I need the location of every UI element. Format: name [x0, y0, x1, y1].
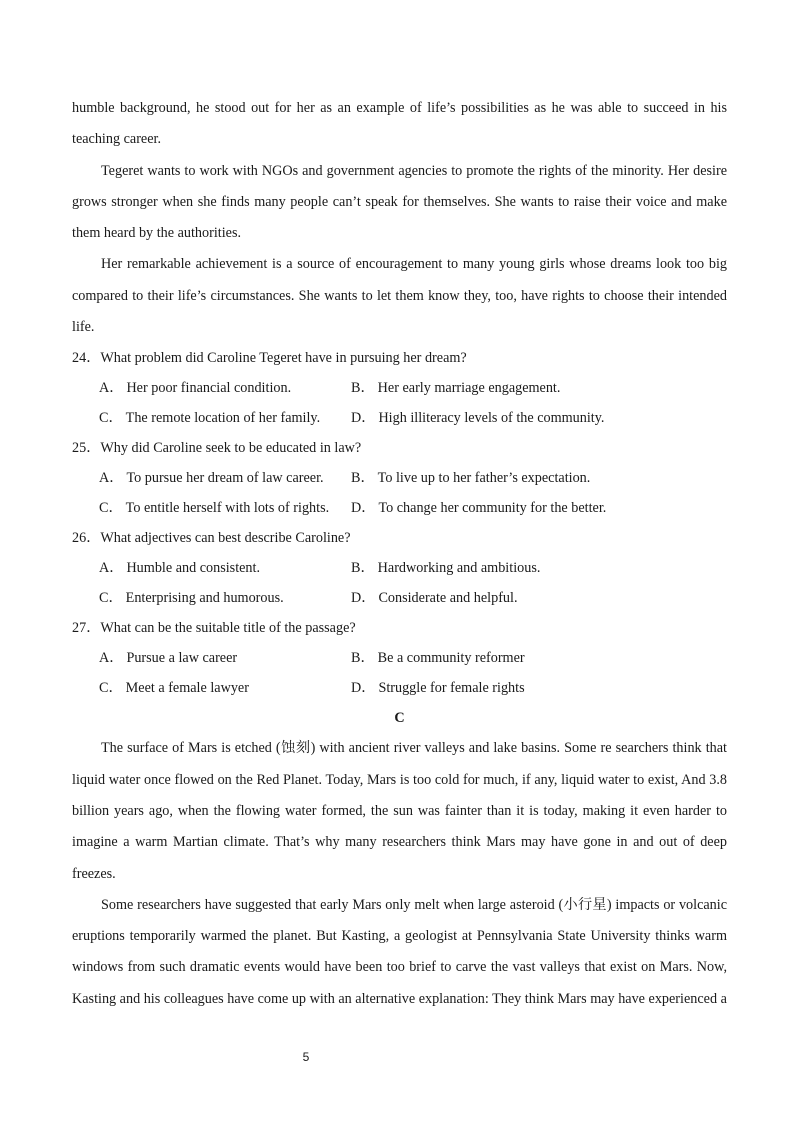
- passage-c: [72, 733, 727, 1015]
- question-24: [72, 343, 727, 433]
- options-row: [72, 673, 727, 703]
- options-row: [72, 403, 727, 433]
- options-row: [72, 583, 727, 613]
- options-row: [72, 643, 727, 673]
- options-row: [72, 553, 727, 583]
- question-stem: 25．Why did Caroline seek to be educated in law?: [72, 440, 362, 457]
- option-b[interactable]: B． Be a community reformer: [351, 650, 525, 667]
- option-d[interactable]: D． Struggle for female rights: [351, 680, 525, 697]
- option-c[interactable]: C． Enterprising and humorous.: [99, 590, 284, 607]
- options-row: [72, 463, 727, 493]
- option-d[interactable]: D． To change her community for the better.: [351, 500, 607, 517]
- option-c[interactable]: C． Meet a female lawyer: [99, 680, 249, 697]
- option-a[interactable]: A． Pursue a law career: [99, 650, 238, 667]
- question-stem: 24．What problem did Caroline Tegeret have in pursuing her dream?: [72, 350, 467, 367]
- question-25: [72, 433, 727, 523]
- paragraph: humble background, he stood out for her as an example of life’s possibilities as he was able to succeed in his teaching career.: [72, 100, 727, 148]
- option-a[interactable]: A． Her poor financial condition.: [99, 380, 292, 397]
- question-26: [72, 523, 727, 613]
- paragraph: Her remarkable achievement is a source of encouragement to many young girls whose dreams look too big compared to their life’s circumstances. She wants to let them know they, too, have rights to choose their intended life.: [72, 256, 727, 336]
- option-a[interactable]: A． To pursue her dream of law career.: [99, 470, 324, 487]
- paragraph: The surface of Mars is etched (蚀刻) with ancient river valleys and lake basins. Some re searchers think that liquid water once flowed on the Red Planet. Today, Mars is too cold for much, if any, liquid water to exist, And 3.8 billion years ago, when the flowing water formed, the sun was fainter than it is today, making it even harder to imagine a warm Martian climate. That’s why many researchers think Mars may have gone in and out of deep freezes.: [72, 740, 727, 882]
- option-d[interactable]: D． High illiteracy levels of the community.: [351, 410, 605, 427]
- option-c[interactable]: C． To entitle herself with lots of rights.: [99, 500, 330, 517]
- section-heading: C: [394, 710, 405, 727]
- page-content: [72, 93, 727, 1015]
- question-27: [72, 613, 727, 703]
- question-stem: 27．What can be the suitable title of the passage?: [72, 620, 356, 637]
- page-number: 5: [302, 1050, 310, 1064]
- options-row: [72, 493, 727, 523]
- option-b[interactable]: B． Her early marriage engagement.: [351, 380, 561, 397]
- passage-b-end: [72, 93, 727, 343]
- paragraph: Some researchers have suggested that early Mars only melt when large asteroid (小行星) impacts or volcanic eruptions temporarily warmed the planet. But Kasting, a geologist at Pennsylvania State University thinks warm windows from such dramatic events would have been too brief to carve the vast valleys that exist on Mars. Now, Kasting and his colleagues have come up with an alternative explanation: They think Mars may have experienced a: [72, 896, 727, 1007]
- option-b[interactable]: B． Hardworking and ambitious.: [351, 560, 541, 577]
- option-a[interactable]: A． Humble and consistent.: [99, 560, 261, 577]
- option-d[interactable]: D． Considerate and helpful.: [351, 590, 518, 607]
- option-b[interactable]: B． To live up to her father’s expectation.: [351, 470, 591, 487]
- paragraph: Tegeret wants to work with NGOs and government agencies to promote the rights of the minority. Her desire grows stronger when she finds many people can’t speak for themselves. She wants to raise their voice and make them heard by the authorities.: [72, 162, 727, 242]
- options-row: [72, 373, 727, 403]
- option-c[interactable]: C． The remote location of her family.: [99, 410, 321, 427]
- question-stem: 26．What adjectives can best describe Caroline?: [72, 530, 351, 547]
